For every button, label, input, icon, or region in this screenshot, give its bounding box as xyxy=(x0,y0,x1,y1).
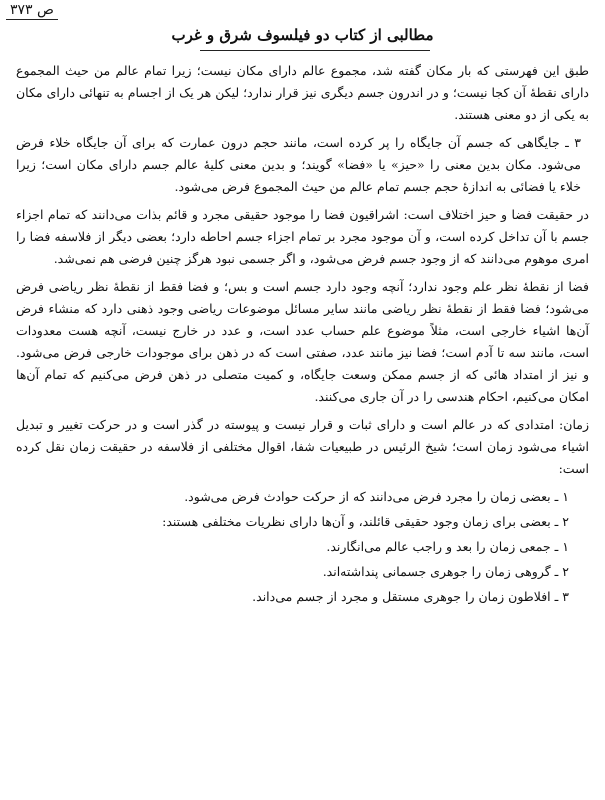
title-underline xyxy=(200,50,430,51)
list-item: ۱ ـ جمعی زمان را بعد و راجب عالم می‌انگارند. xyxy=(326,539,569,554)
handwritten-body xyxy=(16,60,589,795)
paragraph-space-definition: ۳ ـ جایگاهی که جسم آن جایگاه را پر کرده است، مانند حجم درون عمارت که برای آن جایگاه خلاء فرض می‌شود. مکان بدین معنی را «حیز» یا «فضا» گویند؛ و بدین معنی کلیهٔ عالم جسم دارای مکان است؛ زیرا خلاء یا فضائی به اندازهٔ حجم جسم تمام عالم من حیث المجموع فرض می‌شود. xyxy=(16,135,581,194)
list-item: ۱ ـ بعضی زمان را مجرد فرض می‌دانند که از حرکت حوادث فرض می‌شود. xyxy=(184,489,569,504)
list-item: ۳ ـ افلاطون زمان را جوهری مستقل و مجرد از جسم می‌داند. xyxy=(252,589,569,604)
paragraph-place-overview: طبق این فهرستی که بار مکان گفته شد، مجموع عالم دارای مکان نیست؛ زیرا تمام عالم من حیث المجموع دارای نقطهٔ آن کجا نیست؛ و در اندرون جسم دیگری نیز قرار ندارد؛ لیکن هر یک از اجسام به تنهائی دارای مکان به یکی از دو معنی هستند. xyxy=(16,63,589,122)
page-number: ص ۳۷۳ xyxy=(6,2,58,20)
paragraph-space-views: در حقیقت فضا و حیز اختلاف است: اشراقیون فضا را موجود حقیقی مجرد و قائم بذات می‌دانند که تمام اجزاء جسم با آن تداخل کرده است، و آن موجود مجرد بر تمام اجزاء جسم احاطه دارد؛ بعضی دیگر از فلاسفه فضا را امری موهوم می‌دانند که از وجود جسم فرض می‌شود، و اگر جسمی نبود هرگز چنین فرضی هم نمی‌شد. xyxy=(16,207,589,266)
paragraph-space-science: فضا از نقطهٔ نظر علم وجود ندارد؛ آنچه وجود دارد جسم است و بس؛ و فضا فقط از نقطهٔ نظر ریاضی فرض می‌شود؛ فضا فقط از نقطهٔ نظر ریاضی مانند سایر مسائل موضوعات ریاضی وجود ذهنی دارد که منشاء فرض آن‌ها اشیاء خارجی است، مثلاً موضوع علم حساب عدد است، و عدد در خارج نیست، آنچه هست معدودات است، مانند سه تا آدم است؛ فضا نیز مانند عدد، صفتی است که در ذهن برای موجودات خارجی فرض می‌شود. و نیز از امتداد هائی که از جسم ممکن وسعت جایگاه، و کمیت متصلی در ذهن فرض می‌کنیم که تمام آن‌ها امکان می‌کنیم، احکام هندسی را در آن جاری می‌کنند. xyxy=(16,279,589,404)
page-title: مطالبی از کتاب دو فیلسوف شرق و غرب xyxy=(171,26,434,44)
list-item: ۲ ـ بعضی برای زمان وجود حقیقی قائلند، و آن‌ها دارای نظریات مختلفی هستند: xyxy=(162,514,569,529)
list-item: ۲ ـ گروهی زمان را جوهری جسمانی پنداشته‌اند. xyxy=(322,564,569,579)
paragraph-time: زمان: امتدادی که در عالم است و دارای ثبات و قرار نیست و پیوسته در گذر است و در حرکت تغییر و تبدیل اشیاء می‌شود زمان است؛ شیخ الرئیس در طبیعیات شفا، اقوال مختلفی از فلاسفه در حقیقت زمان نقل کرده است: xyxy=(16,417,589,476)
